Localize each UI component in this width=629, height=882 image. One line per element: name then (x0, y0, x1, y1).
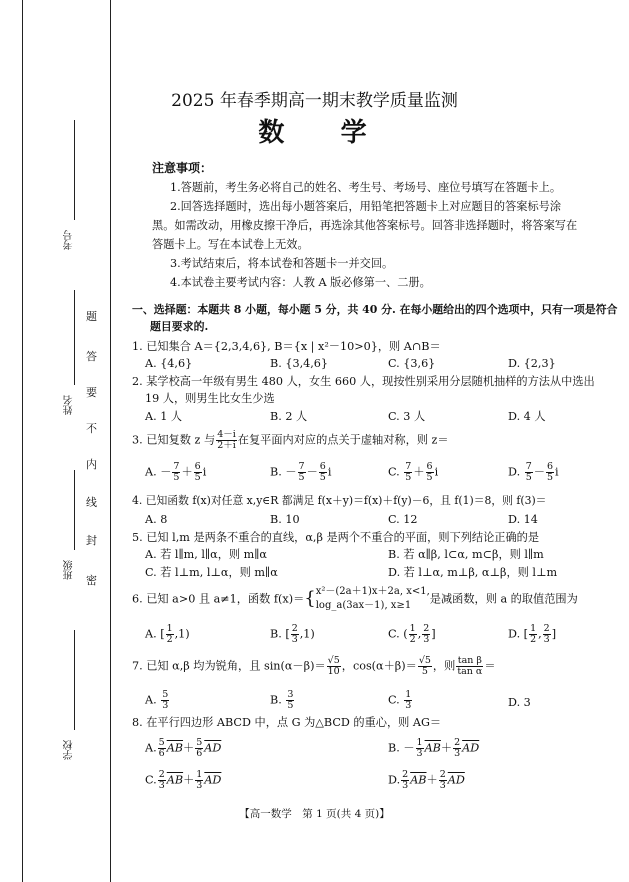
class-blank (74, 470, 75, 550)
notes-line: 2.回答选择题时，选出每小题答案后，用铅笔把答题卡上对应题目的答案标号涂 (170, 200, 562, 213)
school-blank (74, 630, 75, 730)
q6-option-c: C. ( $\frac{1}{2}$ , $\frac{2}{3}$ ] (388, 623, 436, 645)
seal-char: 内 (86, 458, 97, 471)
q6-option-b: B. [ $\frac{2}{3}$ ,1) (270, 623, 315, 645)
question-5-stem: 5. 已知 l,m 是两条不重合的直线，α,β 是两个不重合的平面，则下列结论正确的是 (132, 531, 540, 544)
name-label: 姓名 (64, 395, 75, 415)
q8-option-b: B. － $\frac{1}{3}$ $\overline{AB}+$ $\frac{2}{3}$ $\overline{AD}$ (388, 737, 480, 759)
q1-option-d: D. {2,3} (508, 357, 556, 370)
q3-option-b: B. － $\frac{7}{5}$ － $\frac{6}{5}$ i (270, 461, 332, 483)
notes-line: 3.考试结束后，将本试卷和答题卡一并交回。 (170, 257, 394, 270)
q3-option-c: C. $\frac{7}{5}$ ＋ $\frac{6}{5}$ i (388, 461, 439, 483)
q5-option-c: C. 若 l⊥m, l⊥α，则 m∥α (145, 566, 278, 579)
school-label: 学校 (64, 740, 75, 760)
notes-heading: 注意事项： (152, 161, 213, 175)
piecewise-brace: { (304, 588, 316, 609)
notes-line: 黑。如需改动，用橡皮擦干净后，再选涂其他答案标号。回答非选择题时，将答案写在 (152, 219, 578, 232)
q5-option-b: B. 若 α∥β, l⊂α, m⊂β，则 l∥m (388, 548, 544, 561)
page-footer: 【高一数学 第 1 页(共 4 页)】 (239, 808, 390, 820)
q7-option-d: D. 3 (508, 696, 531, 709)
q3-option-a: A. － $\frac{7}{5}$ ＋ $\frac{6}{5}$ i (145, 461, 207, 483)
seal-char: 答 (86, 350, 97, 363)
q7-option-c: C. $\frac{1}{3}$ (388, 689, 412, 711)
q6-option-a: A. [ $\frac{1}{2}$ ,1) (145, 623, 190, 645)
notes-line: 答题卡上。写在本试卷上无效。 (152, 238, 309, 251)
q2-option-a: A. 1 人 (145, 410, 183, 423)
question-4-stem: 4. 已知函数 f(x)对任意 x,y∈R 都满足 f(x＋y)＝f(x)＋f(y)－6，且 f(1)＝8，则 f(3)＝ (132, 494, 547, 507)
q7-option-b: B. $\frac{3}{5}$ (270, 689, 294, 711)
q2-option-d: D. 4 人 (508, 410, 546, 423)
class-label: 班级 (64, 560, 75, 580)
q1-option-c: C. {3,6} (388, 357, 436, 370)
q8-option-c: C. $\frac{2}{3}$ $\overline{AB}+$ $\frac{1}{3}$ $\overline{AD}$ (145, 769, 222, 791)
notes-line: 1.答题前，考生务必将自己的姓名、考生号、考场号、座位号填写在答题卡上。 (170, 181, 562, 194)
q8-option-a: A. $\frac{5}{6}$ $\overline{AB}+$ $\frac{5}{6}$ $\overline{AD}$ (145, 737, 222, 759)
question-3-stem: 3. 已知复数 z 与 $\frac{4-i}{2+i}$ 在复平面内对应的点关于虚轴对称，则 z＝ (132, 429, 449, 451)
seal-char: 密 (86, 574, 97, 587)
question-6-stem: 6. 已知 a>0 且 a≠1，函数 f(x)＝{ x²－(2a＋1)x＋2a, x<1, log_a(3ax－1), x≥1 是减函数，则 a 的取值范围为 (132, 586, 578, 611)
seal-char: 线 (86, 496, 97, 509)
question-8-stem: 8. 在平行四边形 ABCD 中，点 G 为△BCD 的重心，则 AG＝ (132, 716, 442, 729)
fraction: $\frac{4-i}{2+i}$ (217, 429, 236, 451)
notes-line: 4.本试卷主要考试内容：人教 A 版必修第一、二册。 (170, 276, 431, 289)
section-heading: 一、选择题：本题共 8 小题，每小题 5 分，共 40 分. 在每小题给出的四个选项中，只有一项是符合 (132, 303, 618, 316)
q3-option-d: D. $\frac{7}{5}$ － $\frac{6}{5}$ i (508, 461, 559, 483)
subject-title: 数 学 (258, 118, 371, 148)
q4-option-b: B. 10 (270, 513, 300, 526)
q2-option-c: C. 3 人 (388, 410, 426, 423)
seal-char: 不 (86, 422, 97, 435)
seal-char: 题 (86, 310, 97, 323)
seal-char: 封 (86, 534, 97, 547)
q1-option-b: B. {3,4,6} (270, 357, 329, 370)
q6-option-d: D. [ $\frac{1}{2}$ , $\frac{2}{3}$ ] (508, 623, 557, 645)
seal-char: 要 (86, 386, 97, 399)
exam-no-label: 考号 (64, 230, 75, 250)
question-2-stem-cont: 19 人，则男生比女生少选 (145, 392, 275, 405)
q5-option-d: D. 若 l⊥α, m⊥β, α⊥β，则 l⊥m (388, 566, 558, 579)
q4-option-c: C. 12 (388, 513, 418, 526)
q1-option-a: A. {4,6} (145, 357, 193, 370)
question-1-stem: 1. 已知集合 A＝{2,3,4,6}, B＝{x | x²－10>0}，则 A∩B＝ (132, 340, 441, 353)
name-blank (74, 290, 75, 385)
question-7-stem: 7. 已知 α,β 均为锐角，且 sin(α－β)＝ $\frac{√5}{10}$ ，cos(α＋β)＝ $\frac{√5}{5}$ ，则 $\frac{\text{tan β}}{\text{tan α}}$ ＝ (132, 655, 496, 677)
q2-option-b: B. 2 人 (270, 410, 308, 423)
q5-option-a: A. 若 l∥m, l∥α，则 m∥α (145, 548, 267, 561)
question-2-stem: 2. 某学校高一年级有男生 480 人，女生 660 人，现按性别采用分层随机抽样的方法从中选出 (132, 375, 595, 388)
section-heading-cont: 题目要求的. (150, 320, 209, 333)
q4-option-d: D. 14 (508, 513, 538, 526)
q4-option-a: A. 8 (145, 513, 168, 526)
q8-option-d: D. $\frac{2}{3}$ $\overline{AB}+$ $\frac{2}{3}$ $\overline{AD}$ (388, 769, 465, 791)
q7-option-a: A. $\frac{5}{3}$ (145, 689, 169, 711)
exam-title: 2025 年春季期高一期末教学质量监测 (171, 91, 458, 111)
